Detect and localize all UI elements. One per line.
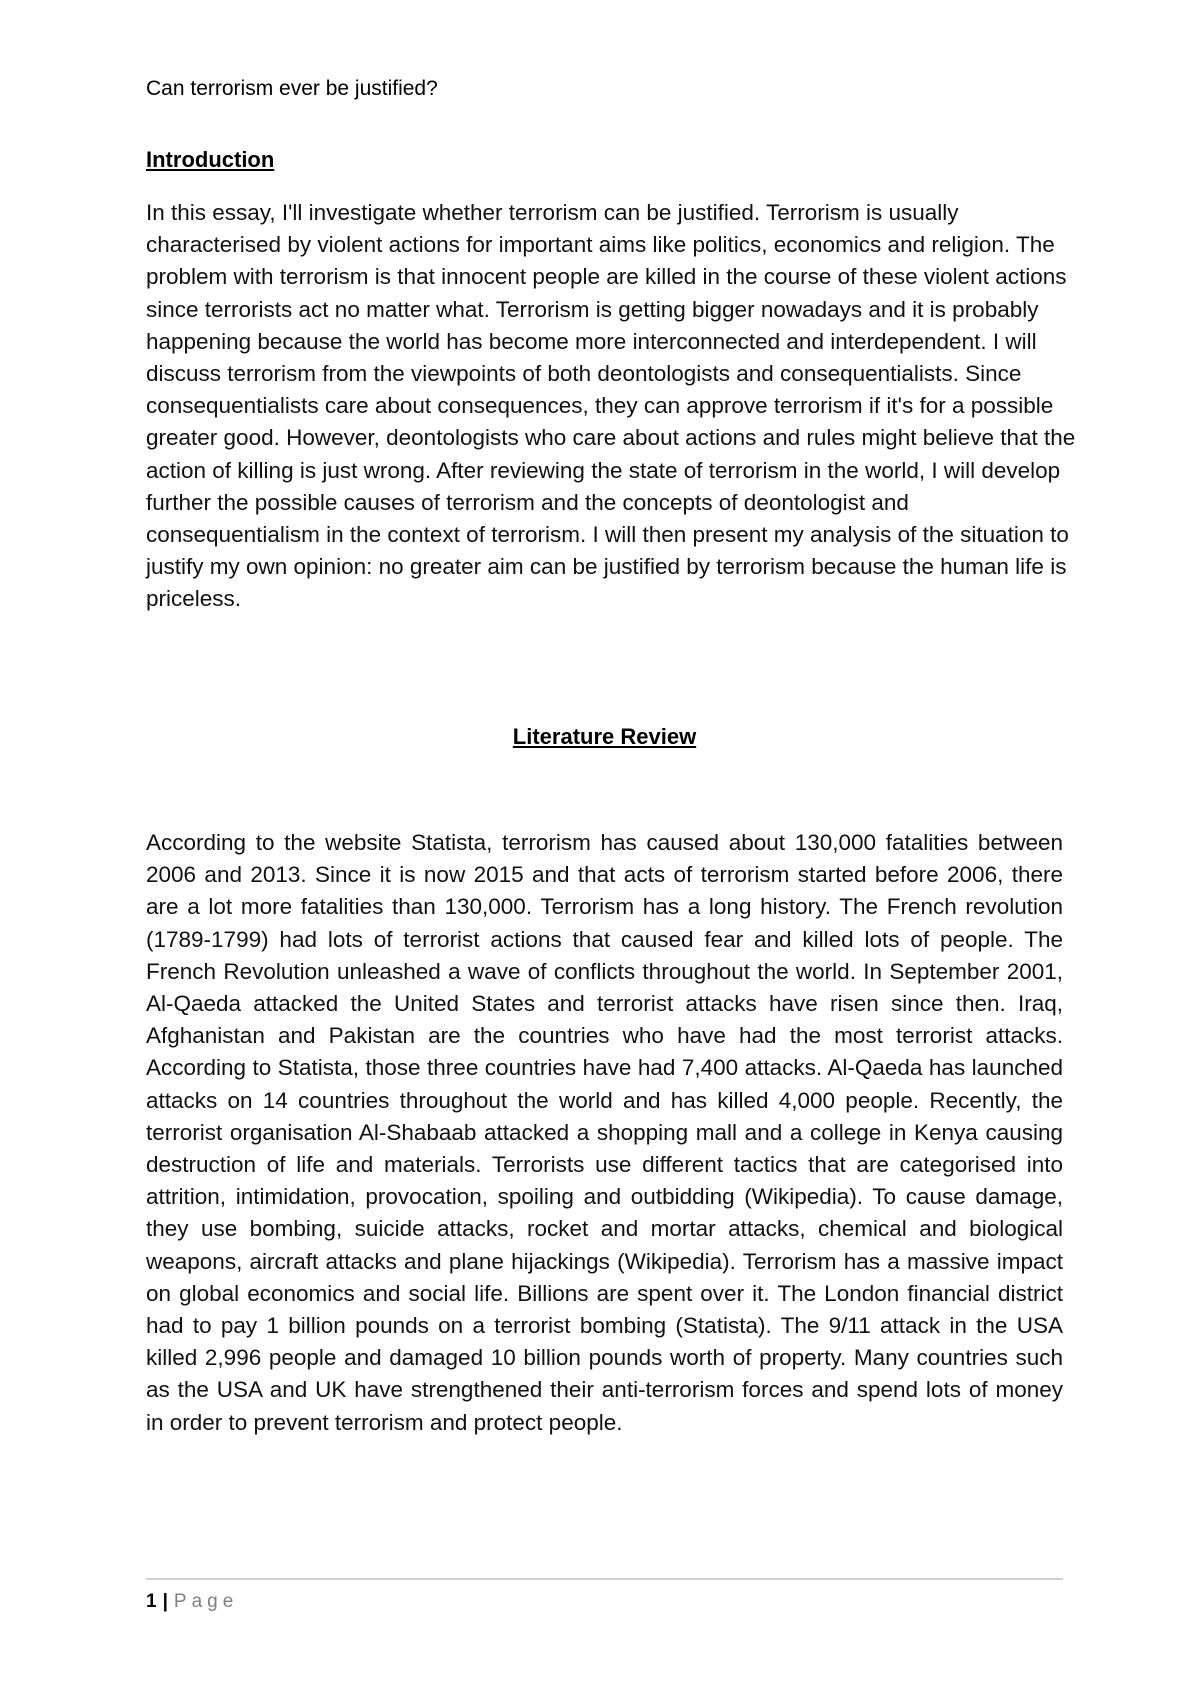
footer-page-number: 1 — [146, 1591, 157, 1612]
literature-review-paragraph: According to the website Statista, terrorism has caused about 130,000 fatalities between 2006 and 2013. Since it is now 2015 and that acts of terrorism started before 2006, there are a lot more fatalities than 130,000. Terrorism has a long history. The French revolution (1789-1799) had lots of terrorist actions that caused fear and killed lots of people. The French Revolution unleashed a wave of conflicts throughout the world. In September 2001, Al-Qaeda attacked the United States and terrorist attacks have risen since then. Iraq, Afghanistan and Pakistan are the countries who have had the most terrorist attacks. According to Statista, those three countries have had 7,400 attacks. Al-Qaeda has launched attacks on 14 countries throughout the world and has killed 4,000 people. Recently, the terrorist organisation Al-Shabaab attacked a shopping mall and a college in Kenya causing destruction of life and materials. Terrorists use different tactics that are categorised into attrition, intimidation, provocation, spoiling and outbidding (Wikipedia). To cause damage, they use bombing, suicide attacks, rocket and mortar attacks, chemical and biological weapons, aircraft attacks and plane hijackings (Wikipedia). Terrorism has a massive impact on global economics and social life. Billions are spent over it. The London financial district had to pay 1 billion pounds on a terrorist bombing (Statista). The 9/11 attack in the USA killed 2,996 people and damaged 10 billion pounds worth of property. Many countries such as the USA and UK have strengthened their anti-terrorism forces and spend lots of money in order to prevent terrorism and protect people. — [146, 830, 1063, 1435]
footer-separator: | — [162, 1591, 168, 1612]
footer-divider — [146, 1578, 1063, 1580]
introduction-heading: Introduction — [146, 147, 275, 172]
introduction-paragraph: In this essay, I'll investigate whether terrorism can be justified. Terrorism is usually characterised by violent actions for important aims like politics, economics and religion. The problem with terrorism is that innocent people are killed in the course of these violent actions since terrorists act no matter what. Terrorism is getting bigger nowadays and it is probably happening because the world has become more interconnected and interdependent. I will discuss terrorism from the viewpoints of both deontologists and consequentialists. Since consequentialists care about consequences, they can approve terrorism if it's for a possible greater good. However, deontologists who care about actions and rules might believe that the action of killing is just wrong. After reviewing the state of terrorism in the world, I will develop further the possible causes of terrorism and the concepts of deontologist and consequentialism in the context of terrorism. I will then present my analysis of the situation to justify my own opinion: no greater aim can be justified by terrorism because the human life is priceless. — [146, 200, 1076, 612]
literature-review-heading: Literature Review — [512, 724, 697, 749]
document-title: Can terrorism ever be justified? — [146, 77, 438, 100]
footer-page-label: Page — [173, 1591, 239, 1612]
page-footer — [146, 1588, 238, 1616]
